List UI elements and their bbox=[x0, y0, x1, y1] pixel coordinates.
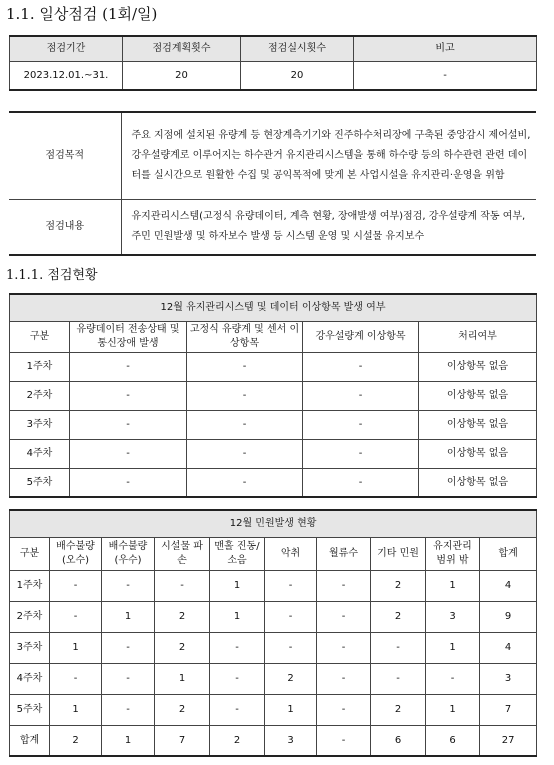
table-cell: - bbox=[371, 663, 426, 694]
table-cell: - bbox=[371, 632, 426, 663]
content-text: 유지관리시스템(고정식 유량데이터, 계측 현황, 장애발생 여부)점검, 강우설량계 작동 여부, 주민 민원발생 및 하자보수 발생 등 시스템 운영 및 시설물 유지보수 bbox=[121, 199, 536, 255]
table-cell: 7 bbox=[480, 694, 537, 725]
table-row bbox=[10, 381, 537, 410]
table-cell: 1 bbox=[102, 725, 155, 756]
table-cell: 7 bbox=[155, 725, 210, 756]
anomaly-table bbox=[9, 293, 537, 498]
table-cell: - bbox=[155, 570, 210, 601]
complaint-header: 합계 bbox=[480, 537, 537, 570]
table-cell: - bbox=[70, 410, 187, 439]
table-cell: 1 bbox=[210, 601, 265, 632]
table-cell: - bbox=[50, 601, 102, 632]
complaint-header: 시설물 파손 bbox=[155, 537, 210, 570]
table-cell: 2 bbox=[155, 601, 210, 632]
week-label: 합계 bbox=[10, 725, 50, 756]
table-row bbox=[10, 694, 537, 725]
purpose-table bbox=[9, 111, 536, 256]
table-cell: - bbox=[102, 632, 155, 663]
table-cell: 1 bbox=[426, 570, 480, 601]
complaint-header: 기타 민원 bbox=[371, 537, 426, 570]
table-cell: - bbox=[303, 468, 419, 497]
complaint-header: 구분 bbox=[10, 537, 50, 570]
table-cell: 이상항목 없음 bbox=[419, 468, 537, 497]
schedule-header: 점검계획횟수 bbox=[123, 36, 241, 61]
table-cell: - bbox=[317, 725, 371, 756]
schedule-cell: 2023.12.01.~31. bbox=[10, 61, 123, 90]
schedule-header: 비고 bbox=[354, 36, 537, 61]
table-cell: - bbox=[102, 663, 155, 694]
table-cell: - bbox=[70, 468, 187, 497]
week-label: 5주차 bbox=[10, 694, 50, 725]
table-cell: 1 bbox=[50, 694, 102, 725]
table-cell: - bbox=[70, 352, 187, 381]
table-cell: 2 bbox=[50, 725, 102, 756]
table-cell: 2 bbox=[265, 663, 317, 694]
table-cell: - bbox=[187, 439, 303, 468]
table-cell: 9 bbox=[480, 601, 537, 632]
table-cell: - bbox=[265, 570, 317, 601]
table-cell: 2 bbox=[371, 570, 426, 601]
week-label: 4주차 bbox=[10, 663, 50, 694]
table-cell: - bbox=[317, 694, 371, 725]
schedule-header: 점검기간 bbox=[10, 36, 123, 61]
schedule-cell: 20 bbox=[123, 61, 241, 90]
table-cell: 4 bbox=[480, 632, 537, 663]
table-cell: - bbox=[187, 468, 303, 497]
complaint-table bbox=[9, 509, 537, 757]
table-cell: 1 bbox=[426, 694, 480, 725]
week-label: 2주차 bbox=[10, 601, 50, 632]
table-cell: 2 bbox=[210, 725, 265, 756]
table-cell: 1 bbox=[426, 632, 480, 663]
complaint-header: 맨홀 진동/소음 bbox=[210, 537, 265, 570]
purpose-text: 주요 지점에 설치된 유량계 등 현장계측기기와 진주하수처리장에 구축된 중앙감시 제어설비, 강우설량계로 이루어지는 하수관거 유지관리시스템을 통해 하수량 등의 하수관련 관련 데이터를 실시간으로 원활한 수집 및 공익목적에 맞게 본 사업시설을 유지관리·운영을 위함 bbox=[121, 112, 536, 199]
week-label: 3주차 bbox=[10, 410, 70, 439]
subsection-heading: 1.1.1. 점검현황 bbox=[6, 268, 98, 283]
anomaly-header: 구분 bbox=[10, 321, 70, 352]
table-cell: 이상항목 없음 bbox=[419, 352, 537, 381]
table-cell: - bbox=[70, 439, 187, 468]
anomaly-header: 유량데이터 전송상태 및 통신장애 발생 bbox=[70, 321, 187, 352]
table-cell: - bbox=[102, 570, 155, 601]
table-cell: - bbox=[317, 632, 371, 663]
complaint-title: 12월 민원발생 현황 bbox=[10, 510, 537, 537]
schedule-header: 점검실시횟수 bbox=[241, 36, 354, 61]
schedule-table bbox=[9, 35, 537, 91]
table-cell: - bbox=[303, 381, 419, 410]
table-cell: - bbox=[317, 570, 371, 601]
table-row bbox=[10, 410, 537, 439]
purpose-label: 점검목적 bbox=[9, 112, 121, 199]
table-cell: - bbox=[265, 632, 317, 663]
table-row bbox=[10, 352, 537, 381]
table-cell: - bbox=[210, 632, 265, 663]
table-cell: - bbox=[303, 410, 419, 439]
table-cell: 4 bbox=[480, 570, 537, 601]
complaint-header: 월류수 bbox=[317, 537, 371, 570]
table-row bbox=[10, 601, 537, 632]
table-row bbox=[10, 663, 537, 694]
table-row bbox=[10, 632, 537, 663]
complaint-header: 배수불량 (오수) bbox=[50, 537, 102, 570]
table-cell: 1 bbox=[155, 663, 210, 694]
table-cell: - bbox=[210, 694, 265, 725]
week-label: 4주차 bbox=[10, 439, 70, 468]
table-cell: 2 bbox=[371, 694, 426, 725]
table-cell: - bbox=[187, 381, 303, 410]
table-cell: 이상항목 없음 bbox=[419, 410, 537, 439]
schedule-cell: - bbox=[354, 61, 537, 90]
table-cell: 2 bbox=[155, 694, 210, 725]
table-cell: - bbox=[317, 663, 371, 694]
table-cell: - bbox=[50, 663, 102, 694]
table-cell: - bbox=[102, 694, 155, 725]
complaint-header: 악취 bbox=[265, 537, 317, 570]
table-cell: 2 bbox=[155, 632, 210, 663]
table-cell: 2 bbox=[371, 601, 426, 632]
table-cell: 6 bbox=[426, 725, 480, 756]
anomaly-title: 12월 유지관리시스템 및 데이터 이상항목 발생 여부 bbox=[10, 294, 537, 321]
table-cell: 27 bbox=[480, 725, 537, 756]
table-row bbox=[10, 468, 537, 497]
table-cell: 3 bbox=[480, 663, 537, 694]
table-row bbox=[10, 570, 537, 601]
table-cell: 3 bbox=[265, 725, 317, 756]
table-cell: - bbox=[303, 352, 419, 381]
table-cell: - bbox=[187, 352, 303, 381]
table-cell: - bbox=[265, 601, 317, 632]
content-label: 점검내용 bbox=[9, 199, 121, 255]
table-cell: - bbox=[210, 663, 265, 694]
table-cell: - bbox=[317, 601, 371, 632]
table-cell: - bbox=[426, 663, 480, 694]
week-label: 5주차 bbox=[10, 468, 70, 497]
schedule-cell: 20 bbox=[241, 61, 354, 90]
table-cell: 3 bbox=[426, 601, 480, 632]
table-cell: 이상항목 없음 bbox=[419, 439, 537, 468]
table-row bbox=[10, 439, 537, 468]
table-cell: 1 bbox=[265, 694, 317, 725]
table-cell: 이상항목 없음 bbox=[419, 381, 537, 410]
week-label: 2주차 bbox=[10, 381, 70, 410]
complaint-header: 유지관리 범위 밖 bbox=[426, 537, 480, 570]
anomaly-header: 강우설량계 이상항목 bbox=[303, 321, 419, 352]
anomaly-header: 처리여부 bbox=[419, 321, 537, 352]
table-cell: 1 bbox=[50, 632, 102, 663]
table-cell: - bbox=[187, 410, 303, 439]
table-cell: 6 bbox=[371, 725, 426, 756]
anomaly-header: 고정식 유량계 및 센서 이상항목 bbox=[187, 321, 303, 352]
week-label: 3주차 bbox=[10, 632, 50, 663]
table-row bbox=[10, 725, 537, 756]
section-heading: 1.1. 일상점검 (1회/일) bbox=[6, 5, 158, 23]
table-cell: 1 bbox=[102, 601, 155, 632]
table-cell: - bbox=[303, 439, 419, 468]
week-label: 1주차 bbox=[10, 352, 70, 381]
complaint-header: 배수불량 (우수) bbox=[102, 537, 155, 570]
table-cell: 1 bbox=[210, 570, 265, 601]
table-cell: - bbox=[70, 381, 187, 410]
table-cell: - bbox=[50, 570, 102, 601]
week-label: 1주차 bbox=[10, 570, 50, 601]
